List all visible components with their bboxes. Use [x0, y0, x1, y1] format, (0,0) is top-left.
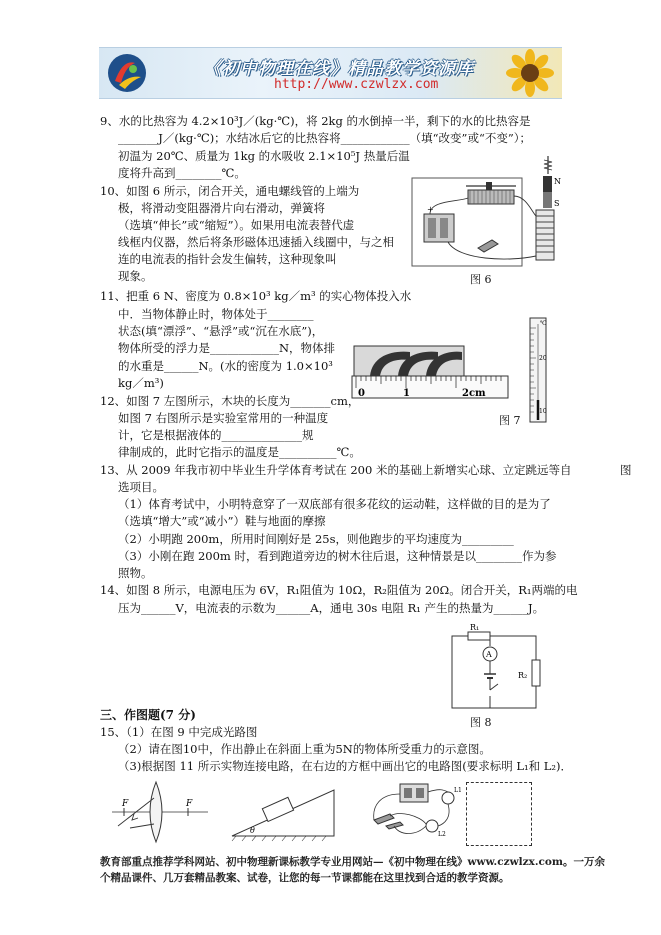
figure-8-circuit [446, 624, 546, 714]
ruler-label-1: 1 [403, 388, 410, 399]
banner-title: 《初中物理在线》精品教学资源库 [204, 59, 474, 79]
focus-left-label: F [122, 799, 129, 809]
q9-line2: _______J／(kg·℃)；水结冰后它的比热容将____________（填“改变”或“不变”）； [118, 131, 531, 145]
figure-6-solenoid-circuit [408, 152, 561, 270]
svg-text:+: + [427, 205, 434, 214]
q10-line2: 极，将滑动变阻器滑片向右滑动，弹簧将 [118, 201, 325, 215]
figure-6-caption: 图 6 [470, 273, 492, 286]
logo-icon [105, 51, 149, 95]
q11-line4: 物体所受的浮力是____________N，物体排 [118, 341, 336, 355]
q10-line6: 现象。 [118, 269, 153, 283]
bulb-l2-label: L2 [438, 831, 446, 838]
q12-line2: 如图 7 右图所示是实验室常用的一种温度 [118, 411, 329, 425]
q11-line3: 状态(填“漂浮”、“悬浮”或“沉在水底”)， [118, 324, 324, 338]
thermometer-label-10: 10 [539, 408, 547, 415]
footer-line2: 个精品课件、几万套精品教案、试卷，让您的每一节课都能在这里找到合适的教学资源。 [100, 872, 510, 884]
q11-line6: kg／m³) [118, 376, 164, 390]
q11-line5: 的水重是______N。(水的密度为 1.0×10³ [118, 359, 333, 373]
figure-10-incline [228, 784, 338, 842]
answer-box[interactable] [466, 782, 532, 846]
bulb-l1-label: L1 [454, 787, 462, 794]
q13-line3: （1）体育考试中，小明特意穿了一双底部有很多花纹的运动鞋，这样做的目的是为了 [118, 497, 551, 511]
banner-url[interactable]: http://www.czwlzx.com [274, 77, 439, 92]
magnet-n-label: N [554, 177, 561, 186]
header-banner [99, 47, 562, 99]
q15-line2: （2）请在图10中，作出静止在斜面上重为5N的物体所受重力的示意图。 [118, 742, 491, 756]
side-char: 图 [620, 463, 632, 477]
focus-right-label: F [186, 799, 193, 809]
thermometer-unit: ℃ [540, 320, 547, 327]
thermometer-label-20: 20 [539, 355, 547, 362]
angle-label: θ [250, 826, 255, 835]
figure-9-lens [110, 778, 210, 846]
q11-line1: 11、把重 6 N、密度为 0.8×10³ kg／m³ 的实心物体投入水 [100, 289, 412, 303]
q10-line5: 连的电流表的指针会发生偏转，这种现象叫 [118, 252, 337, 266]
q11-line2: 中．当物体静止时，物体处于________ [118, 307, 314, 321]
q12-line1: 12、如图 7 左图所示，木块的长度为_______cm， [100, 394, 360, 408]
q10-line4: 线框内仪器，然后将条形磁体迅速插入线圈中，与之相 [118, 235, 394, 249]
ruler-label-2cm: 2cm [462, 388, 486, 399]
q10-line1: 10、如图 6 所示，闭合开关，通电螺线管的上端为 [100, 184, 360, 198]
figure-7-thermometer [524, 314, 552, 426]
q15-line3: （3)根据图 11 所示实物连接电路，在右边的方框中画出它的电路图(要求标明 L₁和 L₂)． [118, 759, 573, 773]
q13-line1: 13、从 2009 年我市初中毕业生升学体育考试在 200 米的基础上新增实心球、立定跳远等自 [100, 463, 572, 477]
q13-line5: （2）小明跑 200m，所用时间刚好是 25s，则他跑步的平均速度为_________ [118, 532, 514, 546]
q9-line4: 度将升高到________℃。 [118, 166, 246, 180]
figure-11-physical-circuit [360, 776, 468, 848]
magnet-s-label: S [554, 199, 560, 208]
figure-7-ruler [352, 344, 510, 404]
q13-line4: （选填“增大”或“减小”）鞋与地面的摩擦 [118, 514, 326, 528]
q9-line1: 9、水的比热容为 4.2×10³J／(kg·℃)，将 2kg 的水倒掉一半，剩下的水的比热容是 [100, 114, 531, 128]
q12-line3: 计，它是根据液体的______________规 [118, 428, 314, 442]
q14-line1: 14、如图 8 所示，电源电压为 6V，R₁阻值为 10Ω，R₂阻值为 20Ω。闭合开关，R₁两端的电 [100, 583, 578, 597]
r1-label: R₁ [470, 623, 480, 632]
q15-line1: 15、（1）在图 9 中完成光路图 [100, 725, 258, 739]
figure-8-caption: 图 8 [470, 716, 492, 729]
footer-line1: 教育部重点推荐学科网站、初中物理新课标教学专业用网站—《初中物理在线》www.czwlzx.com。一万余 [100, 856, 605, 868]
ammeter-label: A [486, 650, 492, 659]
r2-label: R₂ [518, 671, 528, 680]
sunflower-icon [500, 50, 556, 96]
section-3-heading: 三、作图题(7 分) [100, 708, 196, 722]
q14-line2: 压为______V，电流表的示数为______A，通电 30s 电阻 R₁ 产生的热量为______J。 [118, 601, 545, 615]
q13-line6: （3）小刚在跑 200m 时，看到跑道旁边的树木往后退，这种情景是以________作为参 [118, 549, 557, 563]
q13-line2: 选项目。 [118, 480, 164, 494]
figure-7-caption: 图 7 [499, 414, 521, 427]
ruler-label-0: 0 [358, 388, 365, 399]
q10-line3: （选填“伸长”或“缩短”）。如果用电流表替代虚 [118, 218, 355, 232]
q13-line7: 照物。 [118, 566, 153, 580]
q12-line4: 律制成的，此时它指示的温度是__________℃。 [118, 445, 361, 459]
q9-line3: 初温为 20℃、质量为 1kg 的水吸收 2.1×10⁵J 热量后温 [118, 149, 410, 163]
